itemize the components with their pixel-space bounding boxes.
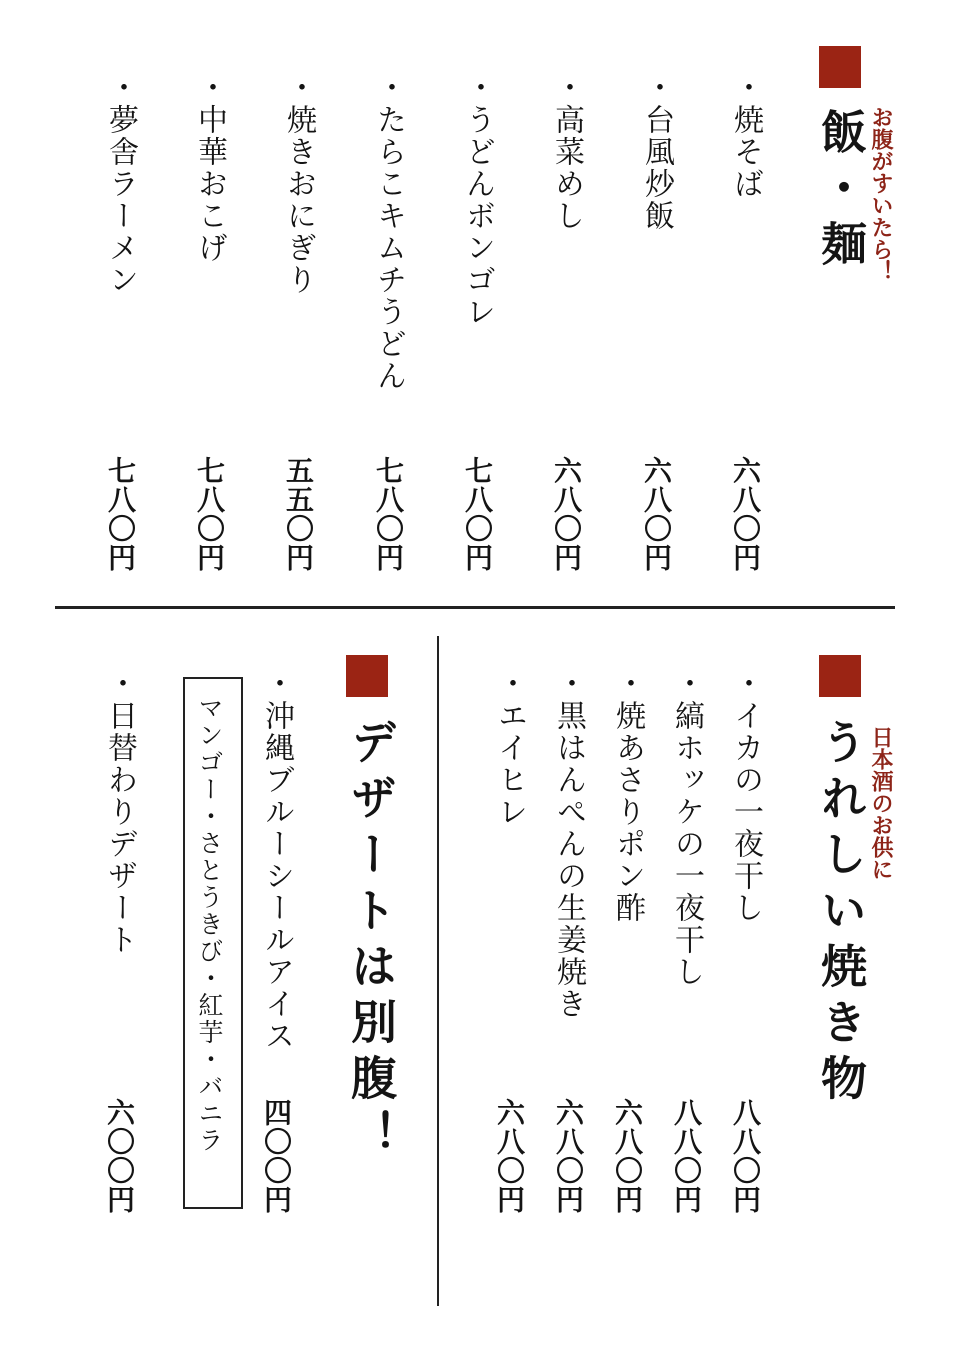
flavor-list: マンゴー・さとうきび・紅芋・バニラ xyxy=(195,695,224,1154)
menu-item-price: 八八〇円 xyxy=(729,1098,762,1214)
menu-item-price: 六〇〇円 xyxy=(103,1098,136,1214)
menu-item-price: 七八〇円 xyxy=(104,456,137,572)
menu-item-name: ・焼そば xyxy=(728,72,763,200)
menu-item-name: ・エイヒレ xyxy=(492,668,527,828)
vertical-divider xyxy=(437,636,439,1306)
menu-item-name: ・焼あさりポン酢 xyxy=(610,668,645,924)
section-subtitle-grilled: 日本酒のお供に xyxy=(868,726,893,880)
menu-item-price: 七八〇円 xyxy=(461,456,494,572)
menu-item-name: ・高菜めし xyxy=(549,72,584,232)
section-subtitle-noodles: お腹がすいたら！ xyxy=(868,106,893,282)
menu-item-name: ・縞ホッケの一夜干し xyxy=(669,668,704,988)
menu-item-price: 六八〇円 xyxy=(493,1098,526,1214)
menu-item-name: ・黒はんぺんの生姜焼き xyxy=(551,668,586,1020)
section-title-dessert: デザートは別腹！ xyxy=(344,718,398,1166)
menu-item-price: 六八〇円 xyxy=(552,1098,585,1214)
menu-item-price: 五五〇円 xyxy=(282,456,315,572)
menu-item-name: ・イカの一夜干し xyxy=(728,668,763,924)
menu-item-name: ・日替わりデザート xyxy=(102,668,137,956)
menu-item-price: 六八〇円 xyxy=(611,1098,644,1214)
menu-item-price: 四〇〇円 xyxy=(260,1098,293,1214)
menu-item-name: ・中華おこげ xyxy=(192,72,227,264)
menu-item-price: 六八〇円 xyxy=(729,456,762,572)
menu-item-name: ・焼きおにぎり xyxy=(281,72,316,296)
menu-item-name: ・うどんボンゴレ xyxy=(460,72,495,328)
section-marker-dessert xyxy=(346,655,388,697)
menu-item-price: 七八〇円 xyxy=(372,456,405,572)
menu-item-price: 六八〇円 xyxy=(640,456,673,572)
menu-item-name: ・沖縄ブルーシールアイス xyxy=(259,668,294,1052)
section-title-noodles: 飯・麺 xyxy=(814,108,868,276)
section-title-grilled: うれしい焼き物 xyxy=(814,718,868,1110)
menu-item-name: ・夢舎ラーメン xyxy=(103,72,138,296)
horizontal-divider xyxy=(55,606,895,609)
menu-item-name: ・たらこキムチうどん xyxy=(371,72,406,392)
menu-item-name: ・台風炒飯 xyxy=(639,72,674,232)
section-marker-grilled xyxy=(819,655,861,697)
section-marker-noodles xyxy=(819,46,861,88)
menu-item-price: 八八〇円 xyxy=(670,1098,703,1214)
menu-item-price: 七八〇円 xyxy=(193,456,226,572)
flavor-box xyxy=(183,677,243,1209)
menu-item-price: 六八〇円 xyxy=(550,456,583,572)
